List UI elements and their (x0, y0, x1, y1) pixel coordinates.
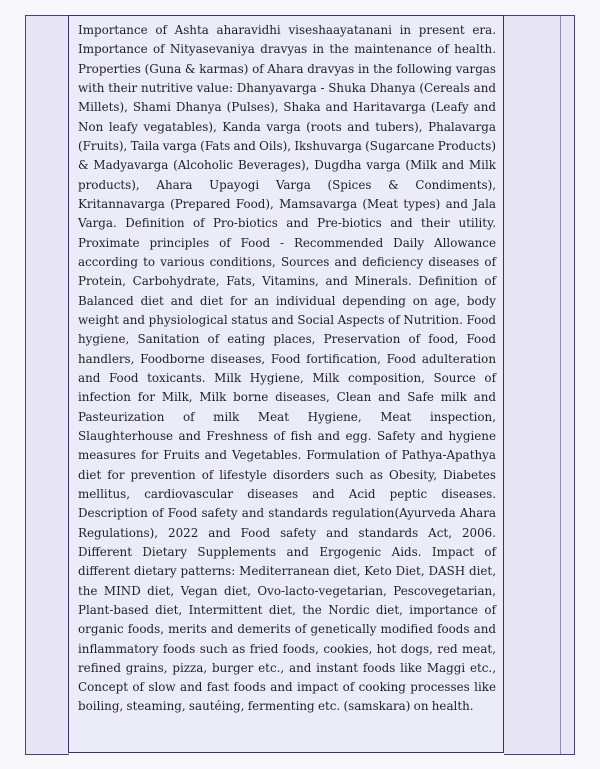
syllabus-paragraph: Importance of Ashta aharavidhi viseshaayatanani in present era. Importance of Nityasevaniya dravyas in the maintenance of health. Properties (Guna & karmas) of Ahara dravyas in the following vargas with their nutritive value: Dhanyavarga - Shuka Dhanya (Cereals and Millets), Shami Dhanya (Pulses), Shaka and Haritavarga (Leafy and Non leafy vegatables), Kanda varga (roots and tubers), Phalavarga (Fruits), Taila varga (Fats and Oils), Ikshuvarga (Sugarcane Products) & Madyavarga (Alcoholic Beverages), Dugdha varga (Milk and Milk products), Ahara Upayogi Varga (Spices & Condiments), Kritannavarga (Prepared Food), Mamsavarga (Meat types) and Jala Varga. Definition of Pro-biotics and Pre-biotics and their utility. Proximate principles of Food - Recommended Daily Allowance according to various conditions, Sources and deficiency diseases of Protein, Carbohydrate, Fats, Vitamins, and Minerals. Definition of Balanced diet and diet for an individual depending on age, body weight and physiological status and Social Aspects of Nutrition. Food hygiene, Sanitation of eating places, Preservation of food, Food handlers, Foodborne diseases, Food fortification, Food adulteration and Food toxicants. Milk Hygiene, Milk composition, Source of infection for Milk, Milk borne diseases, Clean and Safe milk and Pasteurization of milk Meat Hygiene, Meat inspection, Slaughterhouse and Freshness of fish and egg. Safety and hygiene measures for Fruits and Vegetables. Formulation of Pathya-Apathya diet for prevention of lifestyle disorders such as Obesity, Diabetes mellitus, cardiovascular diseases and Acid peptic diseases. Description of Food safety and standards regulation(Ayurveda Ahara Regulations), 2022 and Food safety and standards Act, 2006. Different Dietary Supplements and Ergogenic Aids. Impact of different dietary patterns: Mediterranean diet, Keto Diet, DASH diet, the MIND diet, Vegan diet, Ovo-lacto-vegetarian, Pescovegetarian, Plant-based diet, Intermittent diet, the Nordic diet, importance of organic foods, merits and demerits of genetically modified foods and inflammatory foods such as fried foods, cookies, hot dogs, red meat, refined grains, pizza, burger etc., and instant foods like Maggi etc., Concept of slow and fast foods and impact of cooking processes like boiling, steaming, sautéing, fermenting etc. (samskara) on health. (78, 23, 496, 714)
column-divider (560, 16, 561, 754)
table-left-column (25, 15, 69, 755)
table-right-column (504, 15, 575, 755)
syllabus-table-cell (68, 15, 504, 753)
